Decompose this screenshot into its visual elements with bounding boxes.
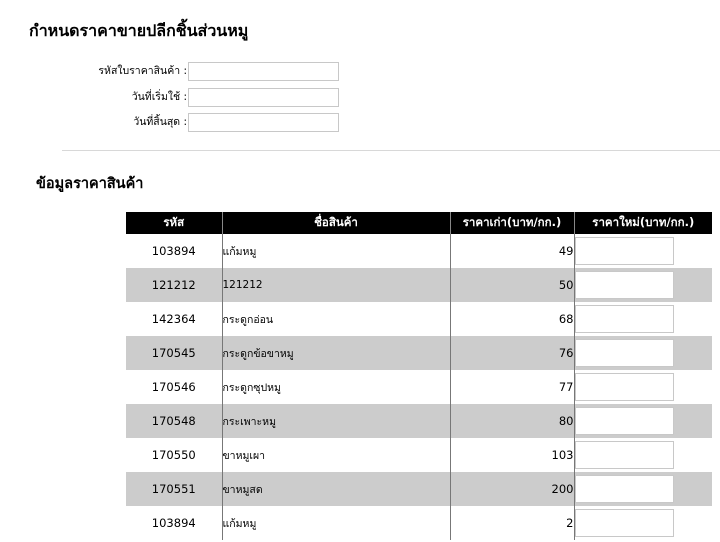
product-code-cell: 121212 [126,268,222,302]
old-price-cell: 49 [450,234,574,268]
column-header-code: รหัส [126,212,222,234]
product-code-cell: 103894 [126,234,222,268]
old-price-cell: 76 [450,336,574,370]
table-row [126,438,712,472]
new-price-cell [574,302,712,336]
new-price-input[interactable] [575,441,674,469]
table-row [126,370,712,404]
new-price-input[interactable] [575,237,674,265]
product-name-cell: ขาหมูสด [222,472,450,506]
product-name-cell: กระเพาะหมู [222,404,450,438]
product-name-cell: 121212 [222,268,450,302]
table-row [126,234,712,268]
new-price-input[interactable] [575,475,674,503]
product-name-cell: แก้มหมู [222,506,450,540]
price-code-row [0,60,720,82]
new-price-cell [574,268,712,302]
end-date-label: วันที่สิ้นสุด : [133,116,187,128]
column-header-new-price: ราคาใหม่(บาท/กก.) [574,212,712,234]
product-name-cell: แก้มหมู [222,234,450,268]
price-code-label: รหัสใบราคาสินค้า : [98,65,187,77]
new-price-cell [574,336,712,370]
new-price-input[interactable] [575,509,674,537]
table-row [126,336,712,370]
new-price-cell [574,234,712,268]
table-row [126,404,712,438]
start-date-label: วันที่เริ่มใช้ : [131,91,187,103]
new-price-cell [574,506,712,540]
new-price-cell [574,404,712,438]
new-price-input[interactable] [575,339,674,367]
column-header-name: ชื่อสินค้า [222,212,450,234]
start-date-input[interactable] [188,88,339,107]
old-price-cell: 68 [450,302,574,336]
product-code-cell: 142364 [126,302,222,336]
end-date-input[interactable] [188,113,339,132]
product-code-cell: 170550 [126,438,222,472]
old-price-cell: 2 [450,506,574,540]
product-code-cell: 170551 [126,472,222,506]
product-code-cell: 170545 [126,336,222,370]
section-title: ข้อมูลราคาสินค้า [36,176,144,192]
new-price-input[interactable] [575,305,674,333]
product-name-cell: กระดูกข้อขาหมู [222,336,450,370]
old-price-cell: 50 [450,268,574,302]
new-price-cell [574,438,712,472]
price-table [126,212,712,540]
new-price-cell [574,472,712,506]
product-code-cell: 103894 [126,506,222,540]
old-price-cell: 103 [450,438,574,472]
column-header-old-price: ราคาเก่า(บาท/กก.) [450,212,574,234]
old-price-cell: 200 [450,472,574,506]
new-price-input[interactable] [575,373,674,401]
new-price-input[interactable] [575,271,674,299]
table-row [126,506,712,540]
product-code-cell: 170546 [126,370,222,404]
start-date-row [0,86,720,108]
old-price-cell: 77 [450,370,574,404]
section-divider [62,150,720,151]
old-price-cell: 80 [450,404,574,438]
new-price-input[interactable] [575,407,674,435]
product-name-cell: กระดูกซุปหมู [222,370,450,404]
product-name-cell: กระดูกอ่อน [222,302,450,336]
table-row [126,472,712,506]
page-title: กำหนดราคาขายปลีกชิ้นส่วนหมู [29,21,249,40]
product-code-cell: 170548 [126,404,222,438]
table-row [126,268,712,302]
new-price-cell [574,370,712,404]
price-code-input[interactable] [188,62,339,81]
table-row [126,302,712,336]
end-date-row [0,111,720,133]
table-header-row [126,212,712,234]
product-name-cell: ขาหมูเผา [222,438,450,472]
